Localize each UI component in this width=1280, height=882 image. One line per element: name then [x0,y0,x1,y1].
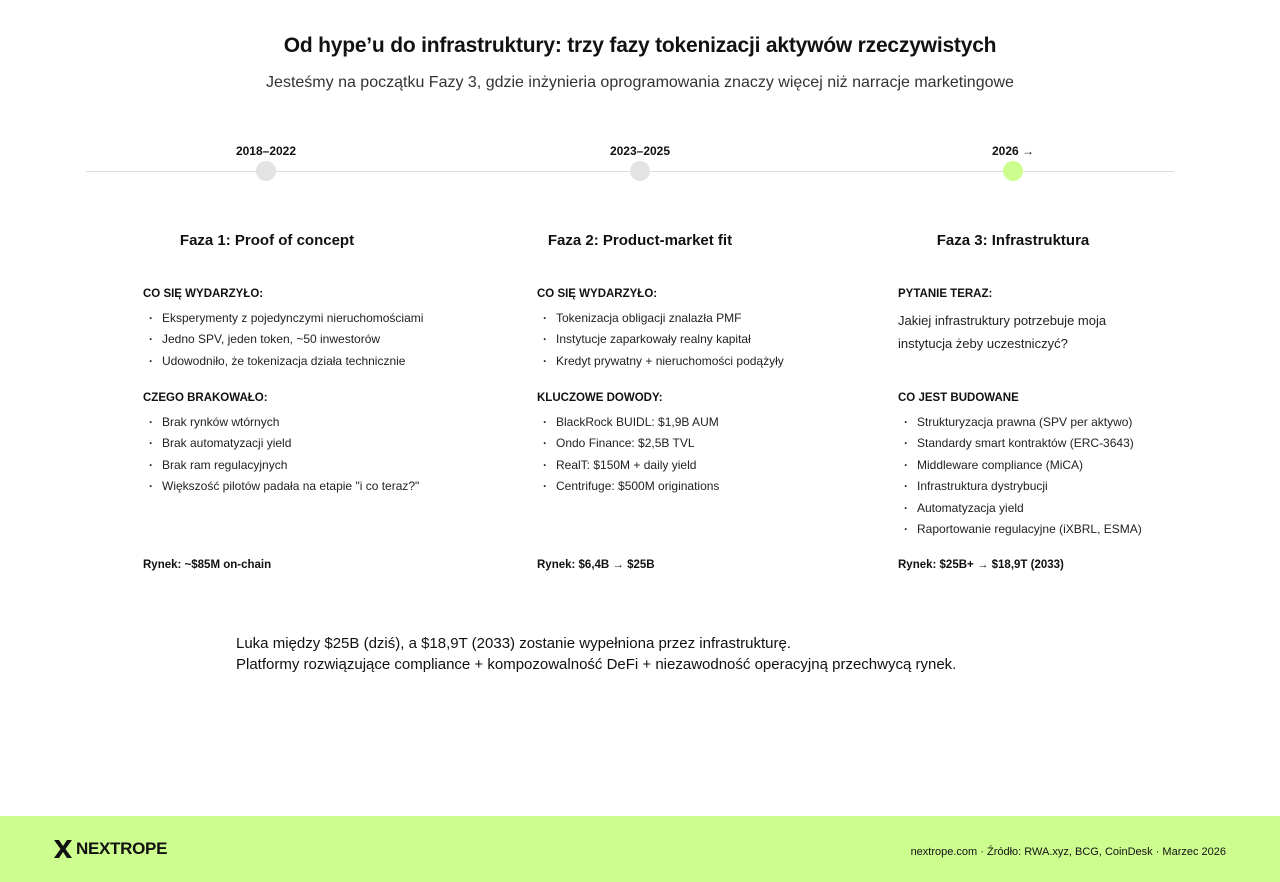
list-item: · Instytucje zaparkowały realny kapitał [537,329,784,350]
list-item: · Udowodniło, że tokenizacja działa technicznie [143,351,423,372]
timeline-label-phase-1: 2018–2022 [235,144,297,158]
list-item: · Eksperymenty z pojedynczymi nieruchomościami [143,308,423,329]
question-text: Jakiej infrastruktury potrzebuje moja instytucja żeby uczestniczyć? [898,313,1107,351]
conclusion-line-1: Luka między $25B (dziś), a $18,9T (2033) zostanie wypełniona przez infrastrukturę. [236,635,792,652]
phase-1-title: Faza 1: Proof of concept [179,232,355,249]
list-item: · Brak ram regulacyjnych [143,455,419,476]
bullet-list [537,412,719,498]
x-logo-icon [53,839,73,859]
section-heading: KLUCZOWE DOWODY: [537,392,663,404]
phase-2-key-evidence [537,391,719,498]
phase-2-what-happened [537,287,784,372]
list-item: · Raportowanie regulacyjne (iXBRL, ESMA) [898,519,1142,540]
footer-source: nextrope.com · Źródło: RWA.xyz, BCG, CoinDesk · Marzec 2026 [910,846,1226,858]
list-item: · RealT: $150M + daily yield [537,455,719,476]
list-item: · Middleware compliance (MiCA) [898,455,1142,476]
page-title: Od hype’u do infrastruktury: trzy fazy tokenizacji aktywów rzeczywistych [283,34,997,57]
page-subtitle: Jesteśmy na początku Fazy 3, gdzie inżynieria oprogramowania znaczy więcej niż narracje marketingowe [266,74,1014,91]
section-heading: CZEGO BRAKOWAŁO: [143,392,268,404]
conclusion [236,633,956,675]
timeline-dot-phase-1 [256,161,276,181]
bullet-list [143,412,419,498]
bullet-list [143,308,423,372]
list-item: · Tokenizacja obligacji znalazła PMF [537,308,784,329]
phase-2-title: Faza 2: Product-market fit [547,232,733,249]
phase-3-title: Faza 3: Infrastruktura [936,232,1090,249]
list-item: · Centrifuge: $500M originations [537,476,719,497]
phase-3-being-built [898,391,1142,540]
list-item: · BlackRock BUIDL: $1,9B AUM [537,412,719,433]
phase-2-market: Rynek: $6,4B → $25B [537,559,655,571]
section-heading: CO SIĘ WYDARZYŁO: [143,288,264,300]
list-item: · Strukturyzacja prawna (SPV per aktywo) [898,412,1142,433]
phase-1-market: Rynek: ~$85M on-chain [143,559,272,571]
list-item: · Ondo Finance: $2,5B TVL [537,433,719,454]
list-item: · Infrastruktura dystrybucji [898,476,1142,497]
phase-3-market: Rynek: $25B+ → $18,9T (2033) [898,559,1064,571]
timeline-dot-phase-2 [630,161,650,181]
section-heading: CO SIĘ WYDARZYŁO: [537,288,658,300]
footer [0,816,1280,882]
phase-3-question [898,287,1138,355]
section-heading: CO JEST BUDOWANE [898,392,1019,404]
list-item: · Jedno SPV, jeden token, ~50 inwestorów [143,329,423,350]
list-item: · Większość pilotów padała na etapie "i co teraz?" [143,476,419,497]
phase-1-what-happened [143,287,423,372]
list-item: · Brak automatyzacji yield [143,433,419,454]
list-item: · Automatyzacja yield [898,498,1142,519]
list-item: · Brak rynków wtórnych [143,412,419,433]
list-item: · Kredyt prywatny + nieruchomości podążyły [537,351,784,372]
timeline-label-phase-2: 2023–2025 [609,144,671,158]
phase-1-what-was-missing [143,391,419,498]
nextrope-logo [53,839,167,859]
section-heading: PYTANIE TERAZ: [898,288,993,300]
logo-text: NEXTROPE [76,839,168,858]
timeline-label-phase-3: 2026 → [991,144,1035,158]
bullet-list [537,308,784,372]
bullet-list [898,412,1142,540]
list-item: · Standardy smart kontraktów (ERC-3643) [898,433,1142,454]
conclusion-line-2: Platformy rozwiązujące compliance + kompozowalność DeFi + niezawodność operacyjną przechwycą rynek. [236,656,957,673]
timeline-dot-phase-3 [1003,161,1023,181]
